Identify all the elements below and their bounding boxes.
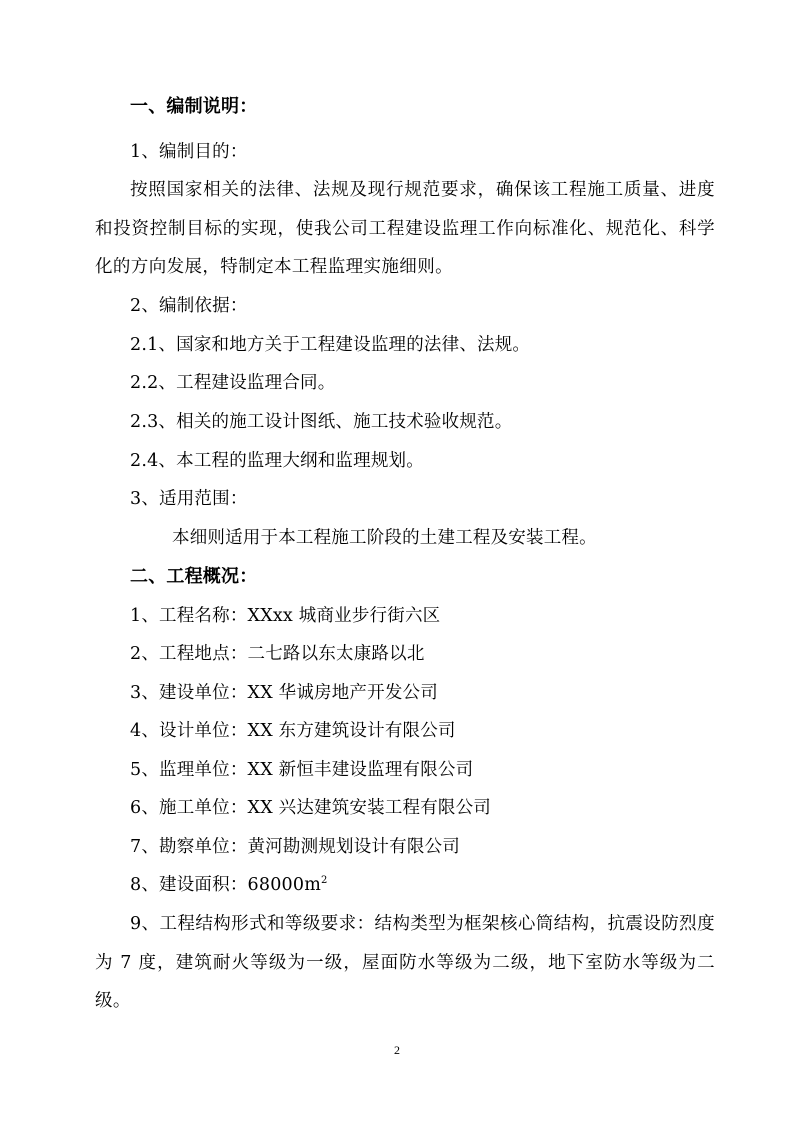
area-unit-superscript: 2 (321, 875, 328, 887)
basis-item-3: 2.3、相关的施工设计图纸、施工技术验收规范。 (130, 412, 513, 432)
purpose-paragraph: 按照国家相关的法律、法规及现行规范要求，确保该工程施工质量、进度和投资控制目标的实现，使我公司工程建设监理工作向标准化、规范化、科学化的方向发展，特制定本工程监理实施细则。 (95, 180, 715, 277)
building-area-value: 8、建设面积：68000m (130, 875, 321, 895)
construction-unit: 3、建设单位：XX 华诚房地产开发公司 (130, 683, 438, 703)
contractor-unit: 6、施工单位：XX 兴达建筑安装工程有限公司 (130, 798, 492, 818)
scope-text: 本细则适用于本工程施工阶段的土建工程及安装工程。 (172, 528, 597, 548)
project-location: 2、工程地点：二七路以东太康路以北 (130, 644, 425, 664)
design-unit: 4、设计单位：XX 东方建筑设计有限公司 (130, 721, 456, 741)
project-name: 1、工程名称：XXxx 城商业步行街六区 (130, 606, 441, 626)
survey-unit: 7、勘察单位：黄河勘测规划设计有限公司 (130, 837, 460, 857)
page-number: 2 (394, 1043, 400, 1057)
section2-heading: 二、工程概况： (130, 566, 258, 587)
basis-item-4: 2.4、本工程的监理大纲和监理规划。 (130, 451, 424, 471)
basis-item-2: 2.2、工程建设监理合同。 (130, 373, 336, 393)
purpose-title: 1、编制目的： (130, 142, 248, 162)
structure-paragraph: 9、工程结构形式和等级要求：结构类型为框架核心筒结构，抗震设防烈度为 7 度，建筑耐火等级为一级，屋面防水等级为二级，地下室防水等级为二级。 (95, 914, 715, 1011)
building-area (130, 872, 328, 898)
scope-title: 3、适用范围： (130, 489, 248, 509)
basis-item-1: 2.1、国家和地方关于工程建设监理的法律、法规。 (130, 335, 531, 355)
section1-heading: 一、编制说明： (130, 96, 258, 117)
supervision-unit: 5、监理单位：XX 新恒丰建设监理有限公司 (130, 760, 474, 780)
basis-title: 2、编制依据： (130, 296, 248, 316)
